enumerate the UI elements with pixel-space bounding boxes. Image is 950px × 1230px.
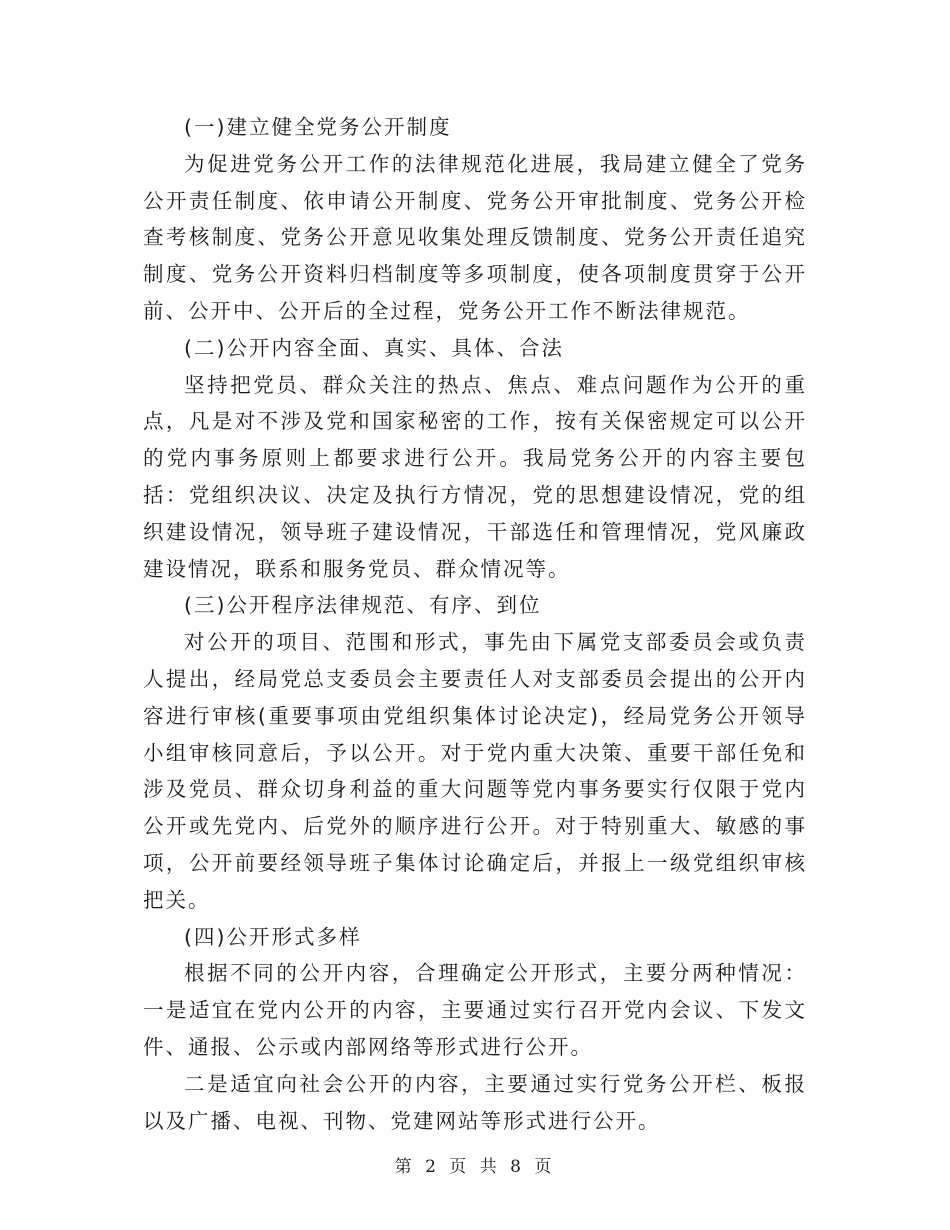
heading-4: (四)公开形式多样 [184,924,362,949]
heading-3: (三)公开程序法律规范、有序、到位 [184,593,542,618]
paragraph-5: 二是适宜向社会公开的内容，主要通过实行党务公开栏、板报以及广播、电视、刊物、党建网站等形式进行公开。 [143,1071,807,1133]
paragraph-3: 对公开的项目、范围和形式，事先由下属党支部委员会或负责人提出，经局党总支委员会主要责任人对支部委员会提出的公开内容进行审核(重要事项由党组织集体讨论决定)，经局党务公开领导小组审核同意后，予以公开。对于党内重大决策、重要干部任免和涉及党员、群众切身利益的重大问题等党内事务要实行仅限于党内公开或先党内、后党外的顺序进行公开。对于特别重大、敏感的事项，公开前要经领导班子集体讨论确定后，并报上一级党组织审核把关。 [143,630,807,912]
heading-1: (一)建立健全党务公开制度 [184,115,452,139]
document-body [143,109,807,1139]
paragraph-4: 根据不同的公开内容，合理确定公开形式，主要分两种情况：一是适宜在党内公开的内容，主要通过实行召开党内会议、下发文件、通报、公示或内部网络等形式进行公开。 [143,961,807,1059]
page-number: 第 2 页 共 8 页 [394,1157,556,1177]
paragraph-1: 为促进党务公开工作的法律规范化进展，我局建立健全了党务公开责任制度、依申请公开制度、党务公开审批制度、党务公开检查考核制度、党务公开意见收集处理反馈制度、党务公开责任追究制度、党务公开资料归档制度等多项制度，使各项制度贯穿于公开前、公开中、公开后的全过程，党务公开工作不断法律规范。 [143,151,807,323]
heading-2: (二)公开内容全面、真实、具体、合法 [184,335,564,360]
paragraph-2: 坚持把党员、群众关注的热点、焦点、难点问题作为公开的重点，凡是对不涉及党和国家秘密的工作，按有关保密规定可以公开的党内事务原则上都要求进行公开。我局党务公开的内容主要包括：党组织决议、决定及执行方情况，党的思想建设情况，党的组织建设情况，领导班子建设情况，干部选任和管理情况，党风廉政建设情况，联系和服务党员、群众情况等。 [143,372,807,581]
